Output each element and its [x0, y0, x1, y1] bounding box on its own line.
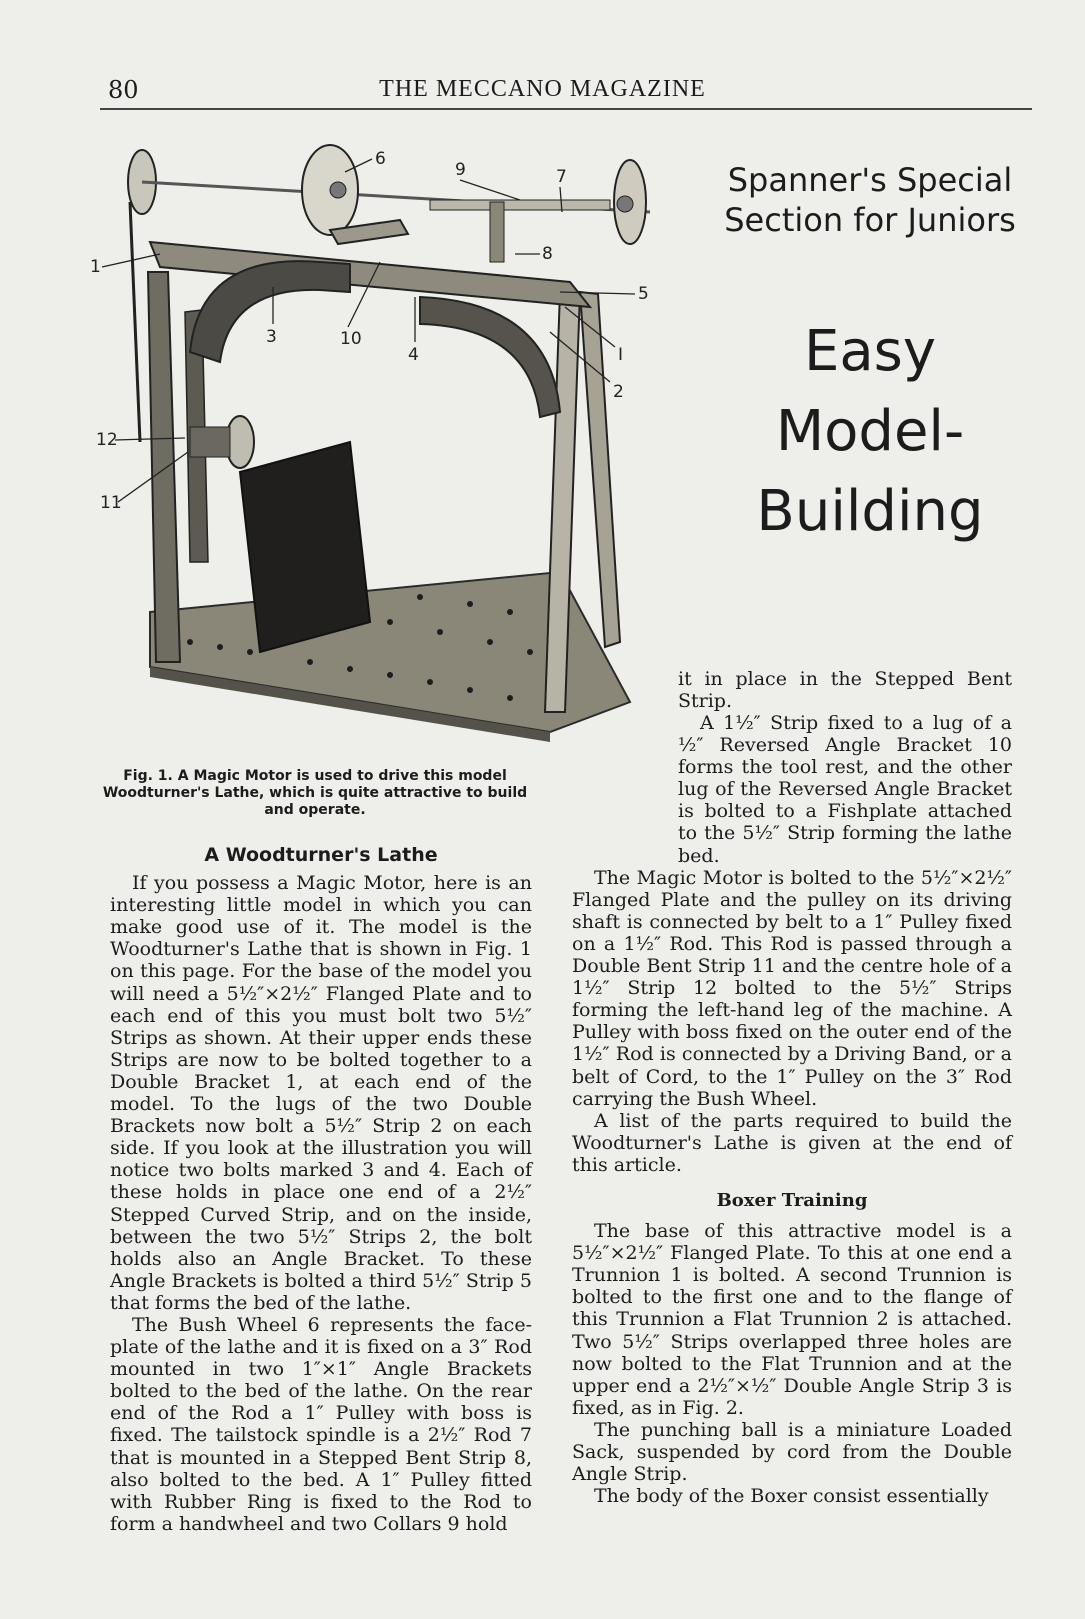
figure-caption: Fig. 1. A Magic Motor is used to drive this model Woodturner's Lathe, which is quite attractive to build and operate. [102, 768, 528, 818]
heading-line: Easy [803, 319, 936, 384]
callout-label: 8 [542, 244, 553, 264]
callout-label: 9 [455, 160, 466, 180]
article2-heading: Boxer Training [716, 1189, 868, 1211]
right-column [572, 712, 1012, 1507]
callout-label: 4 [408, 345, 419, 365]
paragraph: The Bush Wheel 6 represents the face-plate of the lathe and it is fixed on a 3″ Rod mounted in two 1″×1″ Angle Brackets bolted to the bed of the lathe. On the rear end of the Rod a 1″ Pulley with boss is fixed. The tailstock spindle is a 2½″ Rod 7 that is mounted in a Stepped Bent Strip 8, also bolted to the bed. A 1″ Pulley fitted with Rubber Ring is fixed to the Rod to form a handwheel and two Collars 9 hold [110, 1313, 532, 1535]
heading-line: Model- [775, 399, 965, 464]
paragraph: The body of the Boxer consist essentially [594, 1485, 989, 1508]
paragraph: If you possess a Magic Motor, here is an interesting little model in which you can make good use of it. The model is the Woodturner's Lathe that is shown in Fig. 1 on this page. For the base of the model you will need a 5½″×2½″ Flanged Plate and to each end of this you must bolt two 5½″ Strips as shown. At their upper ends these Strips are now to be bolted together to a Double Bracket 1, at each end of the model. To the lugs of the two Double Brackets now bolt a 5½″ Strip 2 on each side. If you look at the illustration you will notice two bolts marked 3 and 4. Each of these holds in place one end of a 2½″ Stepped Curved Strip, and on the inside, between the two 5½″ Strips 2, the bolt holds also an Angle Bracket. To these Angle Brackets is bolted a third 5½″ Strip 5 that forms the bed of the lathe. [110, 872, 532, 1314]
paragraph: it in place in the Stepped Bent Strip. [678, 668, 1012, 713]
callout-label: 5 [638, 284, 649, 304]
paragraph: A 1½″ Strip fixed to a lug of a ½″ Reversed Angle Bracket 10 forms the tool rest, and the other lug of the Reversed Angle Bracket is bolted to a Fishplate attached to the 5½″ Strip forming the lathe bed. [678, 712, 1012, 867]
callout-label: 11 [100, 493, 122, 513]
callout-label: 12 [96, 430, 118, 450]
article-heading: A Woodturner's Lathe [204, 844, 438, 866]
callout-label: 6 [375, 149, 386, 169]
section-title: Spanner's Special Section for Juniors [724, 161, 1016, 239]
paragraph: A list of the parts required to build the Woodturner's Lathe is given at the end of this article. [572, 1109, 1012, 1176]
running-title: THE MECCANO MAGAZINE [379, 76, 706, 102]
header-rule [100, 108, 1032, 110]
callout-label: 1 [90, 257, 101, 277]
callout-label: 2 [613, 382, 624, 402]
paragraph: The punching ball is a miniature Loaded Sack, suspended by cord from the Double Angle Strip. [572, 1418, 1012, 1486]
paragraph: The Magic Motor is bolted to the 5½″×2½″ Flanged Plate and the pulley on its driving shaft is connected by belt to a 1″ Pulley fixed on a 1½″ Rod. This Rod is passed through a Double Bent Strip 11 and the centre hole of a 1½″ Strip 12 bolted to the 5½″ Strips forming the left-hand leg of the machine. A Pulley with boss fixed on the outer end of the 1½″ Rod is connected by a Driving Band, or a belt of Cord, to the 1″ Pulley on the 3″ Rod carrying the Bush Wheel. [572, 866, 1012, 1110]
lathe-illustration [90, 142, 690, 762]
right-column-top [678, 668, 1012, 712]
page-number: 80 [108, 76, 139, 104]
section-header [720, 160, 1020, 552]
paragraph: The base of this attractive model is a 5½″×2½″ Flanged Plate. To this at one end a Trunnion 1 is bolted. A second Trunnion is bolted to the first one and to the flange of this Trunnion a Flat Trunnion 2 is attached. Two 5½″ Strips overlapped three holes are now bolted to the Flat Trunnion and at the upper end a 2½″×½″ Double Angle Strip 3 is fixed, as in Fig. 2. [572, 1220, 1012, 1419]
section-heading [720, 312, 1020, 552]
callout-label: I [618, 345, 624, 365]
callout-label: 10 [340, 329, 362, 349]
callout-label: 7 [556, 167, 567, 187]
left-column [110, 838, 532, 1535]
heading-line: Building [756, 479, 984, 544]
callout-label: 3 [266, 327, 277, 347]
